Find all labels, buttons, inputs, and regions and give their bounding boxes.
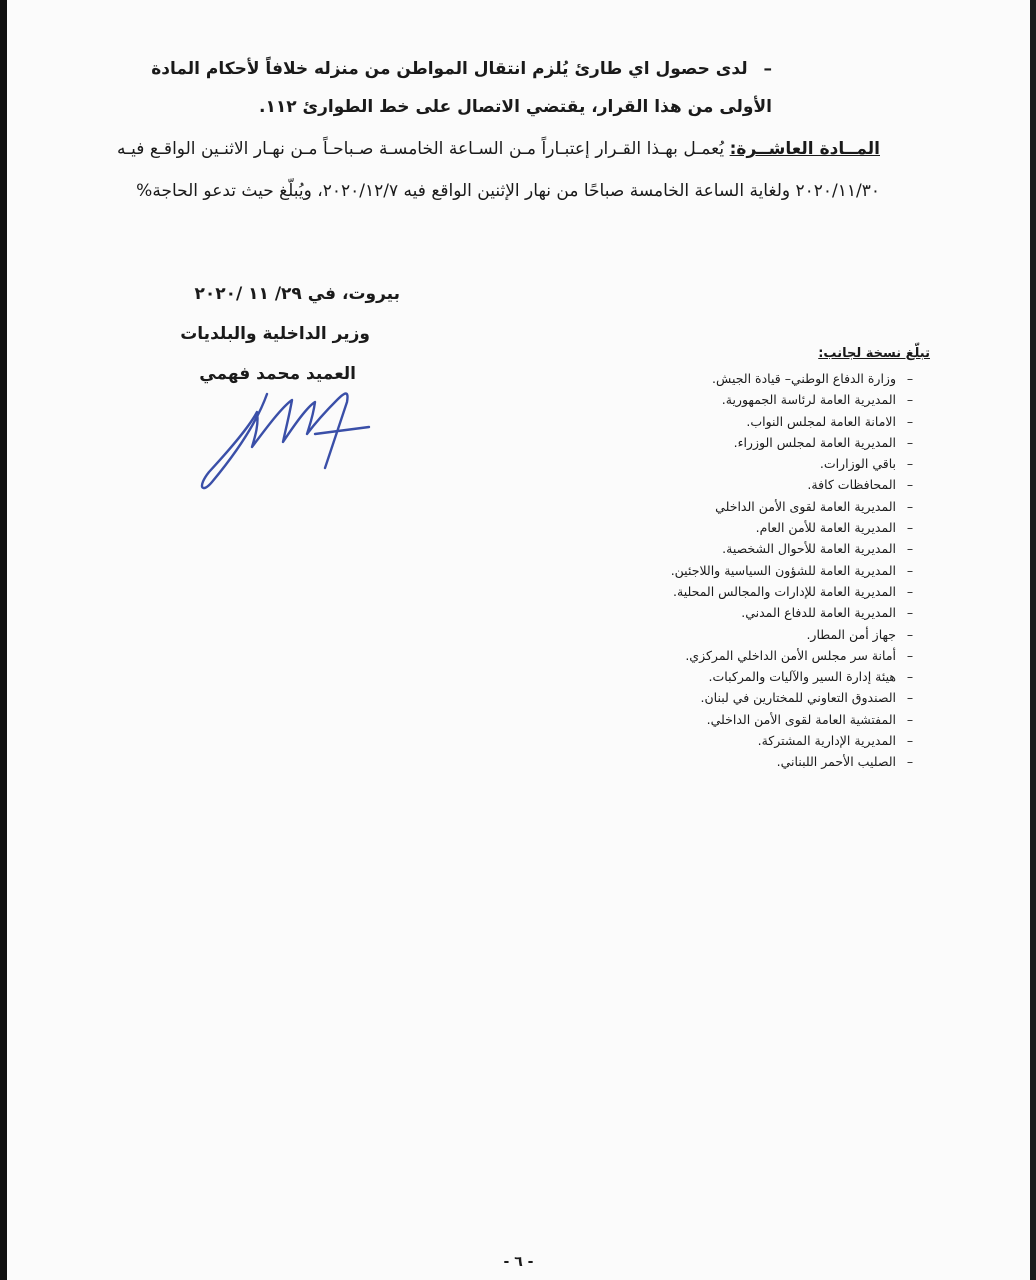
list-dash: – (906, 392, 914, 408)
cc-list-item (544, 624, 924, 645)
list-dash: – (906, 520, 914, 536)
cc-list-item-text: المديرية العامة لمجلس الوزراء. (733, 434, 896, 450)
signature-date: بيروت، في ٢٩/ ١١ /٢٠٢٠ (194, 284, 400, 304)
list-dash: – (906, 541, 914, 557)
list-dash: – (906, 711, 914, 727)
list-dash: – (906, 754, 914, 770)
cc-list-item (544, 517, 924, 538)
cc-list-item (544, 687, 924, 708)
list-dash: – (906, 562, 914, 578)
list-dash: – (906, 626, 914, 642)
cc-list-item-text: الصندوق التعاوني للمختارين في لبنان. (700, 690, 896, 706)
article-ten-title: المــادة العاشــرة: (729, 139, 880, 159)
cc-list-item-text: المديرية العامة للدفاع المدني. (741, 605, 896, 621)
list-dash: – (906, 413, 914, 429)
cc-list-item-text: باقي الوزارات. (819, 456, 896, 472)
cc-list-item-text: وزارة الدفاع الوطني– قيادة الجيش. (712, 371, 896, 386)
cc-list-item-text: المديرية العامة للأمن العام. (755, 520, 896, 536)
cc-list-item (544, 730, 924, 751)
list-dash: – (906, 583, 914, 599)
emergency-paragraph (117, 50, 772, 126)
cc-list-item (544, 602, 924, 623)
cc-list-item (544, 709, 924, 730)
cc-list-item (544, 389, 924, 410)
list-dash: – (906, 605, 914, 621)
cc-list-item-text: المفتشية العامة لقوى الأمن الداخلي. (706, 711, 896, 727)
scan-border-left (0, 0, 7, 1280)
cc-list-item-text: المديرية العامة للشؤون السياسية واللاجئين. (670, 562, 896, 578)
cc-list-item (544, 538, 924, 559)
cc-list-item (544, 751, 924, 772)
cc-list-item (544, 453, 924, 474)
cc-list-item-text: هيئة إدارة السير والآليات والمركبات. (708, 669, 896, 685)
list-dash: – (906, 371, 914, 386)
cc-list-item (544, 560, 924, 581)
cc-list-item-text: الامانة العامة لمجلس النواب. (746, 413, 896, 429)
cc-list-item (544, 666, 924, 687)
page-number: - ٦ - (503, 1254, 534, 1270)
signature-name: العميد محمد فهمي (199, 364, 356, 384)
list-dash: – (906, 647, 914, 663)
cc-list-item-text: الصليب الأحمر اللبناني. (776, 754, 896, 770)
list-dash: – (906, 733, 914, 749)
cc-list-item (544, 474, 924, 495)
scan-border-right (1030, 0, 1036, 1280)
cc-list-item-text: المحافظات كافة. (807, 477, 896, 493)
article-ten (117, 128, 880, 212)
cc-list-item (544, 581, 924, 602)
list-dash: – (906, 477, 914, 493)
cc-list-item-text: المديرية العامة للإدارات والمجالس المحلية. (673, 583, 896, 599)
cc-list-item-text: أمانة سر مجلس الأمن الداخلي المركزي. (685, 647, 896, 663)
bullet-dash: – (763, 59, 772, 79)
cc-heading: تبلّغ نسخة لجانب: (818, 346, 930, 361)
cc-list (544, 368, 924, 773)
cc-list-item (544, 411, 924, 432)
document-page (7, 0, 1030, 1280)
cc-list-item-text: المديرية العامة لرئاسة الجمهورية. (721, 392, 896, 408)
signature-title: وزير الداخلية والبلديات (180, 324, 370, 344)
cc-list-item (544, 496, 924, 517)
handwritten-signature (197, 372, 377, 497)
cc-list-item-text: المديرية العامة لقوى الأمن الداخلي (715, 498, 896, 514)
list-dash: – (906, 498, 914, 514)
list-dash: – (906, 456, 914, 472)
list-dash: – (906, 690, 914, 706)
cc-list-item (544, 368, 924, 389)
cc-list-item (544, 645, 924, 666)
article-ten-body: يُعمـل بهـذا القـرار إعتبـاراً مـن السـاعة الخامسـة صـباحـاً مـن نهـار الاثنـين الواقـع فيـه ٢٠٢٠/١١/٣٠ ولغاية الساعة الخامسة صباحًا من نهار الإثنين الواقع فيه ٢٠٢٠/١٢/٧، ويُبلّغ حيث تدعو الحاجة% (117, 139, 880, 201)
emergency-paragraph-text: لدى حصول اي طارئ يُلزم انتقال المواطن من منزله خلافاً لأحكام المادة الأولى من هذا القرار، يقتضي الاتصال على خط الطوارئ ١١٢. (151, 59, 772, 117)
list-dash: – (906, 434, 914, 450)
cc-list-item-text: جهاز أمن المطار. (806, 626, 896, 642)
cc-list-item-text: المديرية الإدارية المشتركة. (757, 733, 896, 749)
cc-list-item (544, 432, 924, 453)
list-dash: – (906, 669, 914, 685)
cc-list-item-text: المديرية العامة للأحوال الشخصية. (722, 541, 896, 557)
